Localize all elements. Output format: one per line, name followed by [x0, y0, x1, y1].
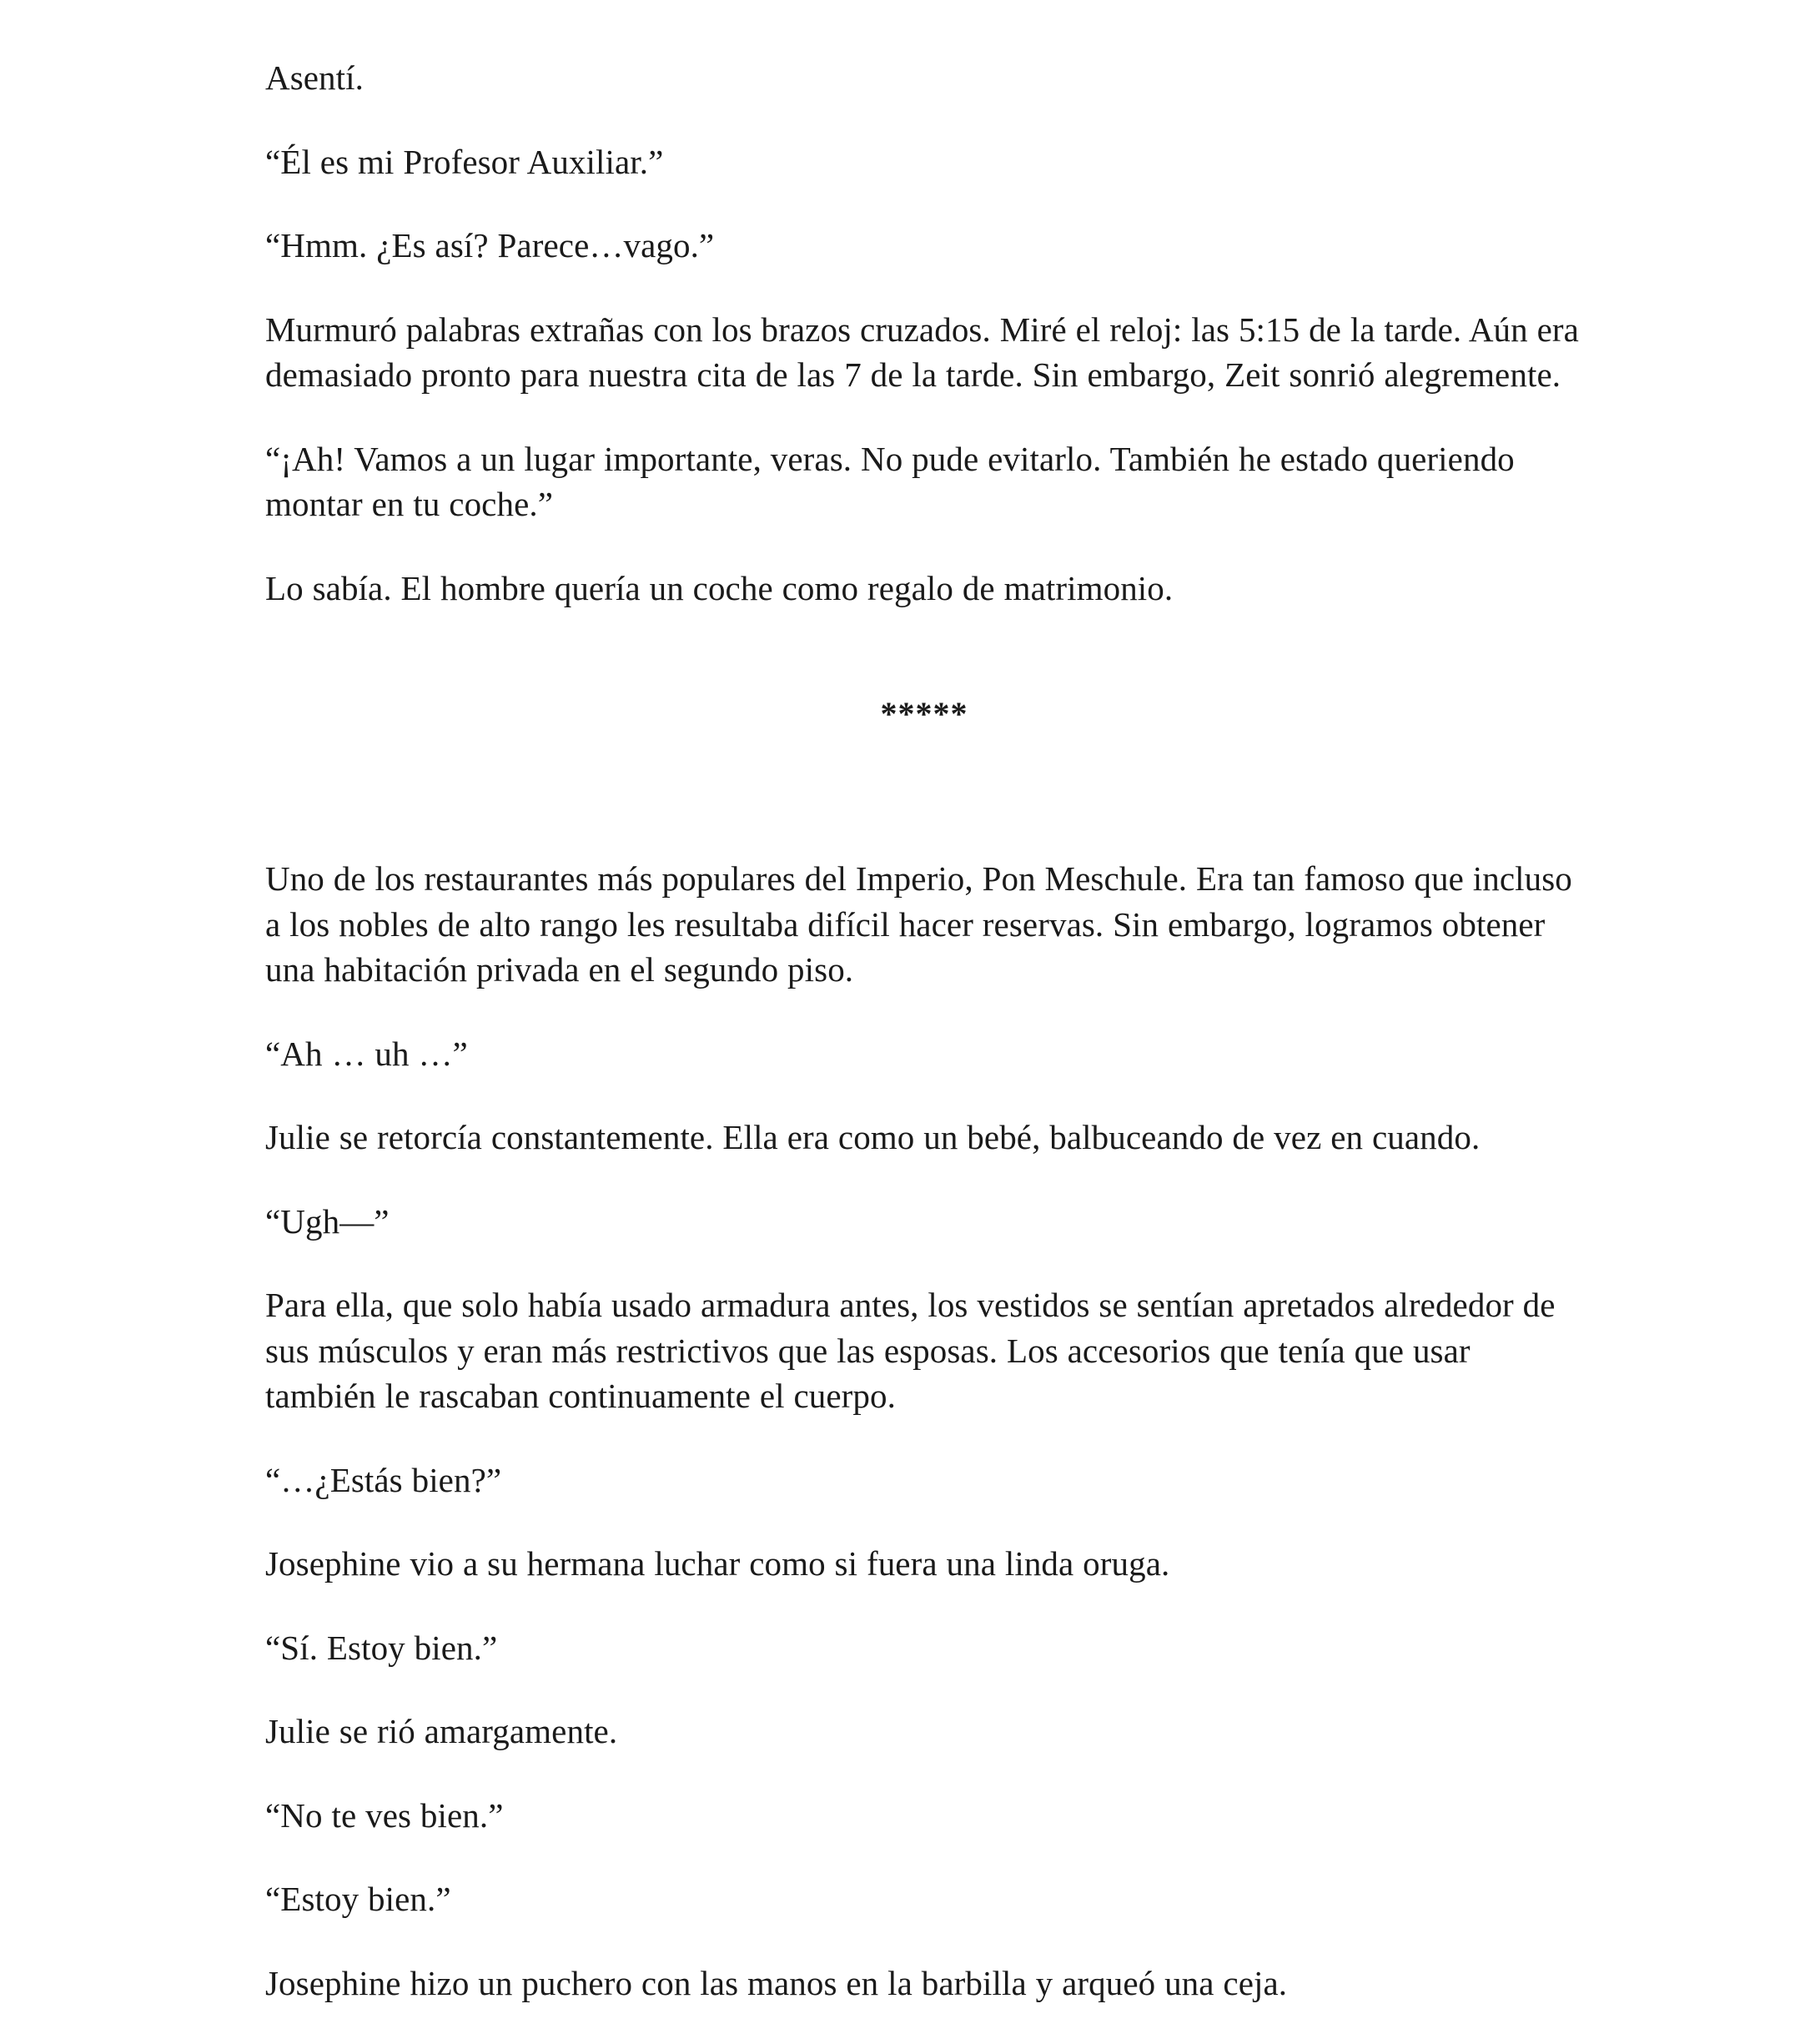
top-spacer — [265, 23, 1583, 55]
document-body — [207, 23, 1608, 2006]
paragraph: Lo sabía. El hombre quería un coche como regalo de matrimonio. — [265, 568, 1174, 607]
paragraph: “Hmm. ¿Es así? Parece…vago.” — [265, 226, 715, 265]
paragraph: “Él es mi Profesor Auxiliar.” — [265, 142, 664, 181]
paragraph: “Ah … uh …” — [265, 1034, 468, 1073]
paragraph: “No te ves bien.” — [265, 1795, 504, 1835]
paragraph: Josephine hizo un puchero con las manos en la barbilla y arqueó una ceja. — [265, 1963, 1288, 2002]
paragraph: Julie se retorcía constantemente. Ella era como un bebé, balbuceando de vez en cuando. — [265, 1118, 1481, 1157]
scene-divider: ***** — [880, 695, 968, 733]
paragraph: Josephine vio a su hermana luchar como si fuera una linda oruga. — [265, 1544, 1170, 1583]
paragraph: Para ella, que solo había usado armadura antes, los vestidos se sentían apretados alrededor de sus músculos y eran más restrictivos que las esposas. Los accesorios que tenía que usar también le rascaban continuamente el cuerpo. — [265, 1286, 1556, 1416]
paragraph: Julie se rió amargamente. — [265, 1712, 618, 1751]
paragraph: “Estoy bien.” — [265, 1880, 451, 1919]
paragraph: Murmuró palabras extrañas con los brazos cruzados. Miré el reloj: las 5:15 de la tarde. Aún era demasiado pronto para nuestra cita de las 7 de la tarde. Sin embargo, Zeit sonrió alegremente. — [265, 310, 1579, 395]
paragraph: Asentí. — [265, 58, 364, 97]
paragraph: “Sí. Estoy bien.” — [265, 1628, 498, 1667]
paragraph: “Ugh—” — [265, 1201, 390, 1241]
paragraph: Uno de los restaurantes más populares del Imperio, Pon Meschule. Era tan famoso que incluso a los nobles de alto rango les resultaba difícil hacer reservas. Sin embargo, logramos obtener una habitación privada en el segundo piso. — [265, 859, 1572, 989]
paragraph: “¡Ah! Vamos a un lugar importante, veras. No pude evitarlo. También he estado queriendo montar en tu coche.” — [265, 439, 1515, 524]
paragraph: “…¿Estás bien?” — [265, 1460, 502, 1499]
